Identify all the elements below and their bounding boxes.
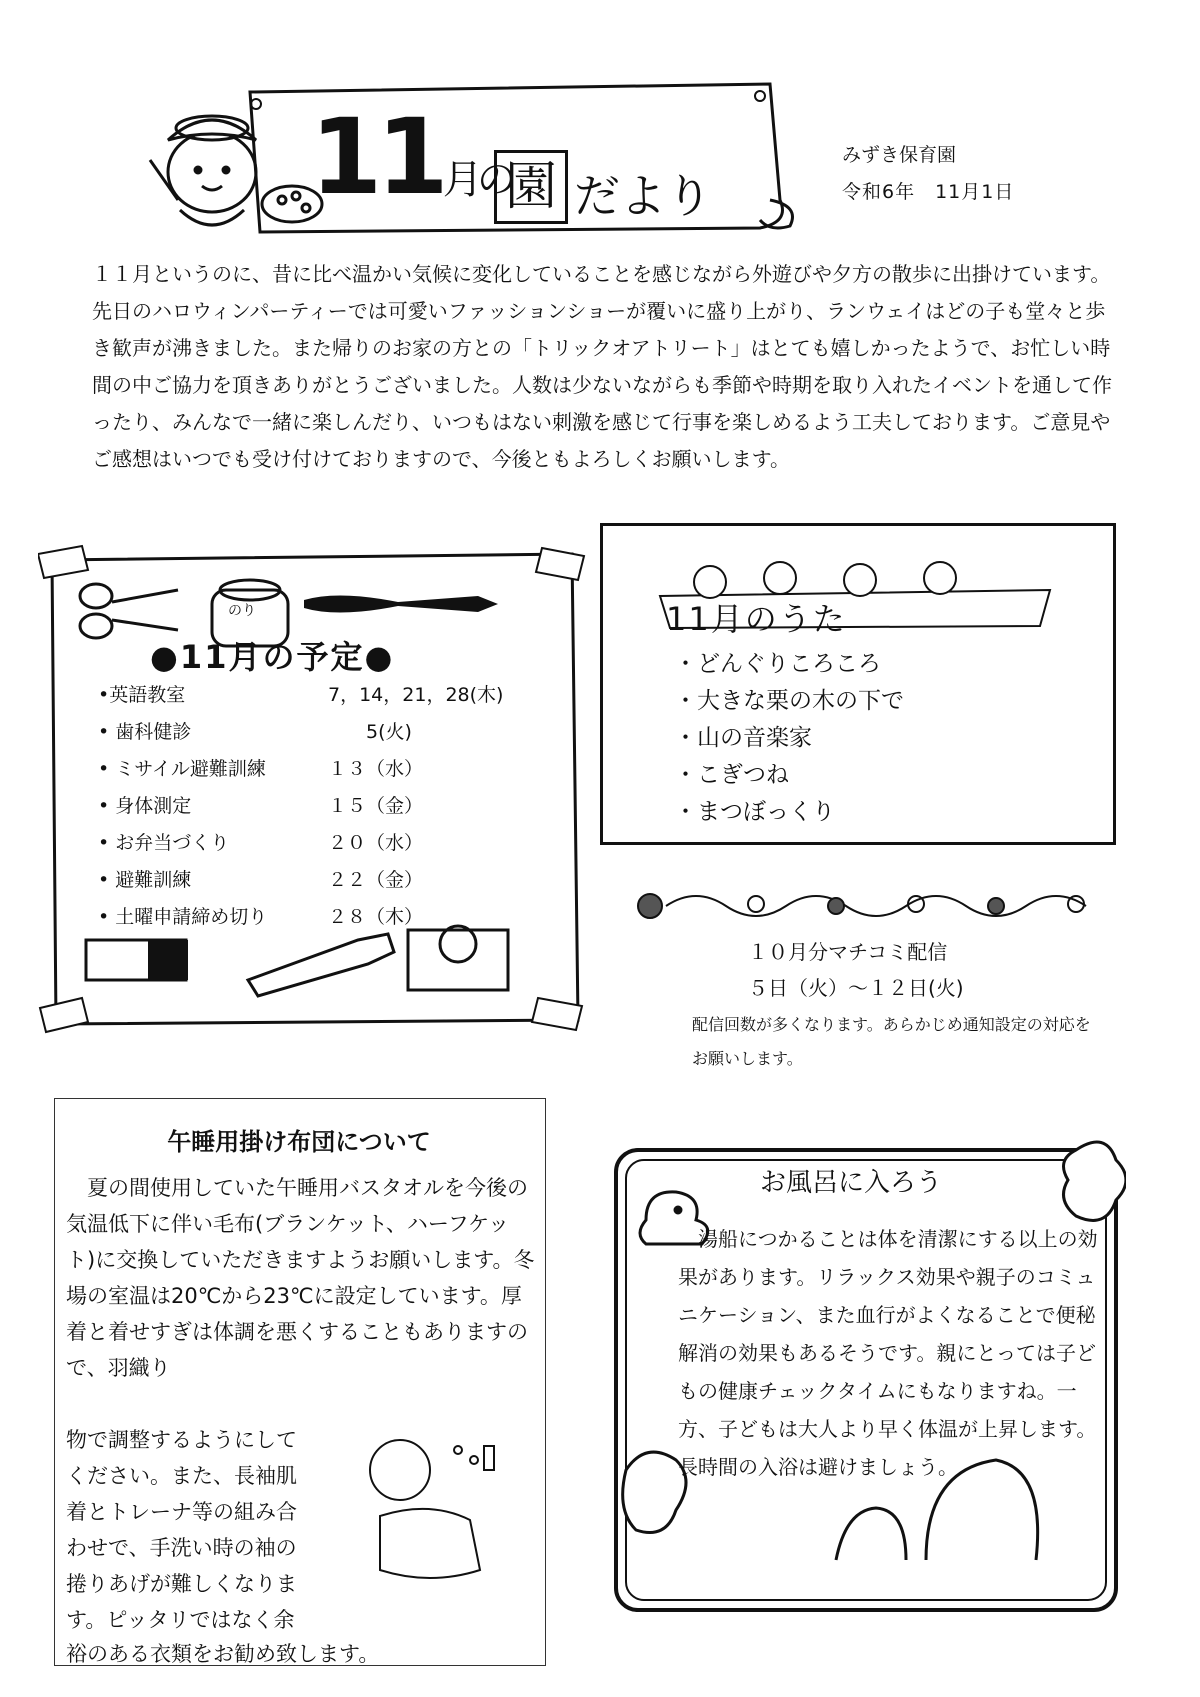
title-rest: だより bbox=[574, 169, 712, 223]
bath-title: お風呂に入ろう bbox=[760, 1168, 943, 1198]
schedule-event: • 身体測定 bbox=[98, 795, 192, 817]
song-item: ・まつぼっくり bbox=[674, 799, 835, 825]
futon-para-wide: 夏の間使用していた午睡用バスタオルを今後の気温低下に伴い毛布(ブランケット、ハーフケット)に交換していただきますようお願いします。冬場の室温は20℃から23℃に設定しています。厚着と着せすぎは体調を悪くすることもありますので、羽織り bbox=[66, 1176, 535, 1380]
schedule-date: ２０（水） bbox=[328, 832, 424, 854]
schedule-event: • 土曜申請締め切り bbox=[98, 906, 268, 928]
schedule-date: ２８（木） bbox=[328, 906, 424, 928]
schedule-event: • 避難訓練 bbox=[98, 869, 192, 891]
bath-baby-illustration bbox=[350, 1430, 510, 1590]
schedule-date: 5(火) bbox=[328, 721, 412, 743]
songs-title: 11月のうた bbox=[666, 600, 847, 638]
schedule-event: • 歯科健診 bbox=[98, 721, 192, 743]
machicomi-dates: ５日（火）～１２日(火) bbox=[748, 976, 964, 1000]
schedule-row bbox=[98, 680, 558, 717]
flower-border bbox=[626, 880, 1106, 930]
schedule-row bbox=[98, 754, 558, 791]
futon-para-narrow: 物で調整するようにしてください。また、長袖肌着とトレーナ等の組み合わせで、手洗い時の袖の捲りあげが難しくなります。ピッタリではなく余 bbox=[66, 1428, 297, 1632]
schedule-row bbox=[98, 865, 558, 902]
machicomi-note: 配信回数が多くなります。あらかじめ通知設定の対応をお願いします。 bbox=[692, 1015, 1091, 1068]
newsletter-title bbox=[310, 96, 511, 218]
intro-paragraph: １１月というのに、昔に比べ温かい気候に変化していることを感じながら外遊びや夕方の散歩に出掛けています。先日のハロウィンパーティーでは可愛いファッションショーが覆いに盛り上がり、ランウェイはどの子も堂々と歩き歓声が沸きました。また帰りのお家の方との「トリックオアトリート」はとても嬉しかったようで、お忙しい時間の中ご協力を頂きありがとうございました。人数は少ないながらも季節や時期を取り入れたイベントを通して作ったり、みんなで一緒に楽しんだり、いつもはない刺激を感じて行事を楽しめるよう工夫しております。ご意見やご感想はいつでも受け付けておりますので、今後ともよろしくお願いします。 bbox=[92, 262, 1112, 471]
schedule-title: ●11月の予定● bbox=[150, 638, 395, 676]
title-number: 11 bbox=[310, 96, 443, 218]
song-item: ・こぎつね bbox=[674, 762, 789, 788]
machicomi-title: １０月分マチコミ配信 bbox=[748, 940, 948, 964]
schedule-date: ２２（金） bbox=[328, 869, 424, 891]
schedule-event: • ミサイル避難訓練 bbox=[98, 758, 266, 780]
painter-character bbox=[150, 116, 322, 225]
schedule-row bbox=[98, 828, 558, 865]
futon-body bbox=[66, 1170, 536, 1386]
songs-list bbox=[674, 645, 904, 830]
title-month: 月の bbox=[442, 157, 511, 203]
futon-title: 午睡用掛け布団について bbox=[167, 1128, 431, 1156]
schedule-event: •英語教室 bbox=[98, 684, 186, 706]
title-kanji-box bbox=[494, 150, 568, 224]
schedule-date: １３（水） bbox=[328, 758, 424, 780]
schedule-list bbox=[98, 680, 558, 939]
schedule-row bbox=[98, 717, 558, 754]
schedule-date: 7，14，21，28(木) bbox=[328, 684, 504, 706]
schedule-row bbox=[98, 791, 558, 828]
glue-label: のり bbox=[228, 603, 256, 619]
issue-date: 令和6年 11月1日 bbox=[842, 181, 1015, 203]
schedule-event: • お弁当づくり bbox=[98, 832, 230, 854]
schedule-row bbox=[98, 902, 558, 939]
bath-body: 湯船につかることは体を清潔にする以上の効果があります。リラックス効果や親子のコミュニケーション、また血行がよくなることで便秘解消の効果もあるそうです。親にとっては子どもの健康チェックタイムにもなりますね。一方、子どもは大人より早く体温が上昇します。長時間の入浴は避けましょう。 bbox=[678, 1227, 1098, 1479]
song-item: ・どんぐりころころ bbox=[674, 651, 881, 677]
title-kanji: 園 bbox=[504, 157, 557, 217]
nursery-name: みずき保育園 bbox=[842, 144, 957, 166]
song-item: ・山の音楽家 bbox=[674, 725, 812, 751]
song-item: ・大きな栗の木の下で bbox=[674, 688, 904, 714]
schedule-date: １５（金） bbox=[328, 795, 424, 817]
futon-para-end: 裕のある衣類をお勧め致します。 bbox=[66, 1642, 380, 1666]
